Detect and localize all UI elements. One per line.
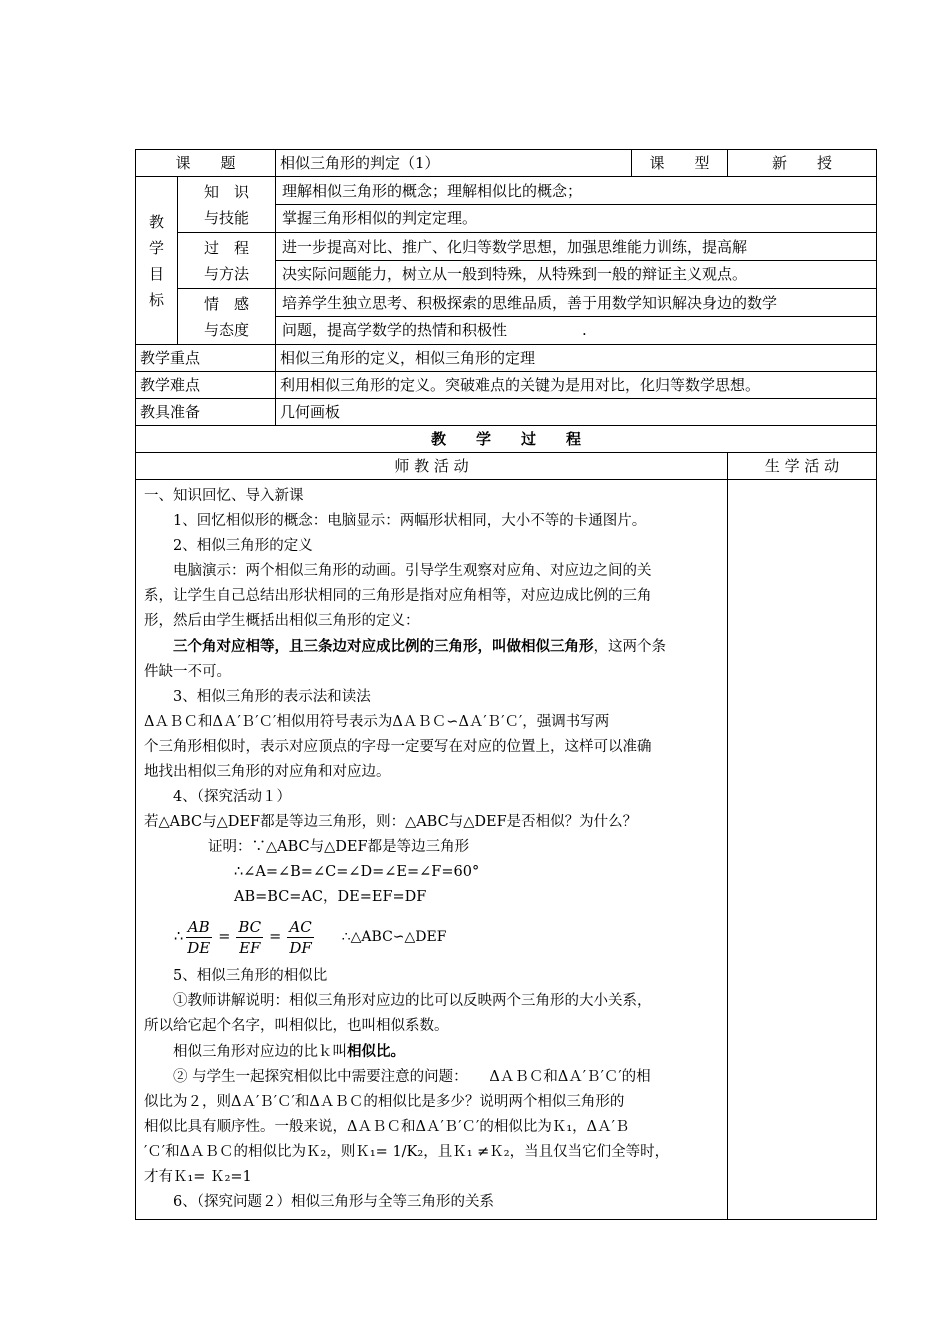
type-value: 新 授: [728, 150, 877, 177]
info-value: 利用相似三角形的定义。突破难点的关键为是用对比，化归等数学思想。: [276, 372, 877, 399]
paragraph: 件缺一不可。: [144, 664, 231, 680]
info-value: 相似三角形的定义，相似三角形的定理: [276, 345, 877, 372]
proof-line: 证明：∵△ABC与△DEF都是等边三角形: [208, 839, 470, 855]
goal-category: [178, 289, 276, 345]
paragraph: ′Ｃ′和ΔＡＢＣ的相似比为Ｋ₂，则Ｋ₁= 1/K₂，且Ｋ₁ ≠Ｋ₂，当且仅当它们全等时，: [144, 1144, 670, 1160]
process-title-row: [136, 426, 877, 453]
type-label: 课 型: [632, 150, 728, 177]
goal-line: 掌握三角形相似的判定定理。: [282, 209, 478, 227]
goal-line: 培养学生独立思考、积极探索的思维品质，善于用数学知识解决身边的数学: [276, 290, 876, 317]
fraction: [236, 917, 263, 958]
goal-category-line: 过 程: [204, 238, 250, 257]
paragraph-text: 相似三角形对应边的比ｋ叫: [173, 1044, 347, 1060]
fraction: [287, 917, 313, 958]
section-heading: 5、相似三角形的相似比: [173, 968, 328, 984]
process-body-row: [136, 480, 877, 1220]
student-activity-header: 生 学 活 动: [728, 453, 877, 480]
section-heading: 2、相似三角形的定义: [173, 538, 313, 554]
goal-line: 问题，提高学数学的热情和积极性 .: [282, 321, 587, 339]
student-activity-content: [728, 480, 877, 1220]
term-bold: 相似比。: [347, 1043, 405, 1060]
section-heading: 4、（探究活动１）: [173, 789, 291, 805]
goal-line: 决实际问题能力，树立从一般到特殊，从特殊到一般的辩证主义观点。: [282, 265, 748, 283]
goal-row-attitude: [136, 289, 877, 345]
paragraph: ② 与学生一起探究相似比中需要注意的问题： ΔＡＢＣ和ΔＡ′Ｂ′Ｃ′的相: [173, 1069, 651, 1085]
paragraph: 电脑演示：两个相似三角形的动画。引导学生观察对应角、对应边之间的关: [173, 563, 652, 579]
goal-category-line: 与态度: [204, 320, 250, 339]
info-value: 几何画板: [276, 399, 877, 426]
difficulty-row: [136, 372, 877, 399]
goal-line: 进一步提高对比、推广、化归等数学思想，加强思维能力训练，提高解: [276, 234, 876, 261]
process-columns-row: [136, 453, 877, 480]
goal-category: [178, 233, 276, 289]
ratio-formula: [144, 910, 721, 964]
side-char: 学: [148, 238, 164, 257]
section-heading: 6、（探究问题２）相似三角形与全等三角形的关系: [173, 1194, 494, 1210]
goal-category-line: 情 感: [204, 294, 250, 313]
numerator: AB: [187, 917, 210, 936]
paragraph: 个三角形相似时，表示对应顶点的字母一定要写在对应的位置上，这样可以准确: [144, 739, 652, 755]
conclusion: ∴△ABC∽△DEF: [341, 928, 447, 945]
paragraph: ΔＡＢＣ和ΔＡ′Ｂ′Ｃ′相似用符号表示为ΔＡＢＣ∽ΔＡ′Ｂ′Ｃ′，强调书写两: [144, 714, 610, 730]
fraction: [185, 917, 212, 958]
teacher-activity-content: [136, 480, 728, 1220]
info-label: 教学重点: [136, 345, 276, 372]
question: 若△ABC与△DEF都是等边三角形，则：△ABC与△DEF是否相似？为什么？: [144, 814, 638, 830]
goal-category-line: 与技能: [204, 208, 250, 227]
paragraph: 形，然后由学生概括出相似三角形的定义：: [144, 613, 420, 629]
numerator: AC: [289, 917, 312, 936]
materials-row: [136, 399, 877, 426]
proof-line: ∴∠A=∠B=∠C=∠D=∠E=∠F=60°: [234, 864, 480, 880]
goal-category-line: 知 识: [204, 182, 250, 201]
proof-line: AB=BC=AC，DE=EF=DF: [234, 889, 427, 905]
goal-line: 理解相似三角形的概念；理解相似比的概念；: [276, 178, 876, 205]
paragraph: 相似比具有顺序性。一般来说，ΔＡＢＣ和ΔＡ′Ｂ′Ｃ′的相似比为Ｋ₁，ΔＡ′Ｂ: [144, 1119, 630, 1135]
equals-sign: =: [269, 928, 282, 945]
goal-content: [276, 233, 877, 289]
process-title: 教 学 过 程: [136, 426, 877, 453]
info-label: 教学难点: [136, 372, 276, 399]
goal-content: [276, 289, 877, 345]
section-heading: 一、知识回忆、导入新课: [144, 488, 304, 504]
definition-text: 三个角对应相等，且三条边对应成比例的三角形，叫做相似三角形: [173, 638, 594, 655]
goals-side-label: [136, 177, 178, 345]
therefore-symbol: ∴: [174, 928, 184, 945]
paragraph: 系，让学生自己总结出形状相同的三角形是指对应角相等，对应边成比例的三角: [144, 588, 652, 604]
teacher-activity-header: 师 教 活 动: [136, 453, 728, 480]
denominator: DE: [187, 938, 211, 957]
topic-value: 相似三角形的判定（1）: [276, 150, 632, 177]
lesson-plan-table: [135, 149, 877, 1220]
paragraph: ①教师讲解说明：相似三角形对应边的比可以反映两个三角形的大小关系，: [173, 993, 652, 1009]
definition-line: [144, 634, 721, 660]
denominator: EF: [239, 938, 261, 957]
side-char: 标: [148, 290, 164, 309]
side-char: 教: [148, 212, 164, 231]
topic-label: 课 题: [136, 150, 276, 177]
paragraph: ，这两个条: [593, 639, 666, 655]
info-label: 教具准备: [136, 399, 276, 426]
header-row: [136, 150, 877, 177]
paragraph: [144, 1039, 721, 1065]
paragraph: 似比为２，则ΔＡ′Ｂ′Ｃ′和ΔＡＢＣ的相似比是多少？说明两个相似三角形的: [144, 1094, 625, 1110]
denominator: DF: [289, 938, 312, 957]
paragraph: 地找出相似三角形的对应角和对应边。: [144, 764, 391, 780]
goal-category: [178, 177, 276, 233]
goal-category-line: 与方法: [204, 264, 250, 283]
goal-row-process: [136, 233, 877, 289]
numerator: BC: [238, 917, 262, 936]
paragraph: 才有Ｋ₁= Ｋ₂=1: [144, 1169, 252, 1185]
side-char: 目: [148, 264, 164, 283]
paragraph: 所以给它起个名字，叫相似比，也叫相似系数。: [144, 1018, 449, 1034]
goal-content: [276, 177, 877, 233]
equals-sign: =: [218, 928, 231, 945]
key-point-row: [136, 345, 877, 372]
paragraph: 1、回忆相似形的概念：电脑显示：两幅形状相同，大小不等的卡通图片。: [173, 513, 647, 529]
goal-row-knowledge: [136, 177, 877, 233]
section-heading: 3、相似三角形的表示法和读法: [173, 689, 371, 705]
